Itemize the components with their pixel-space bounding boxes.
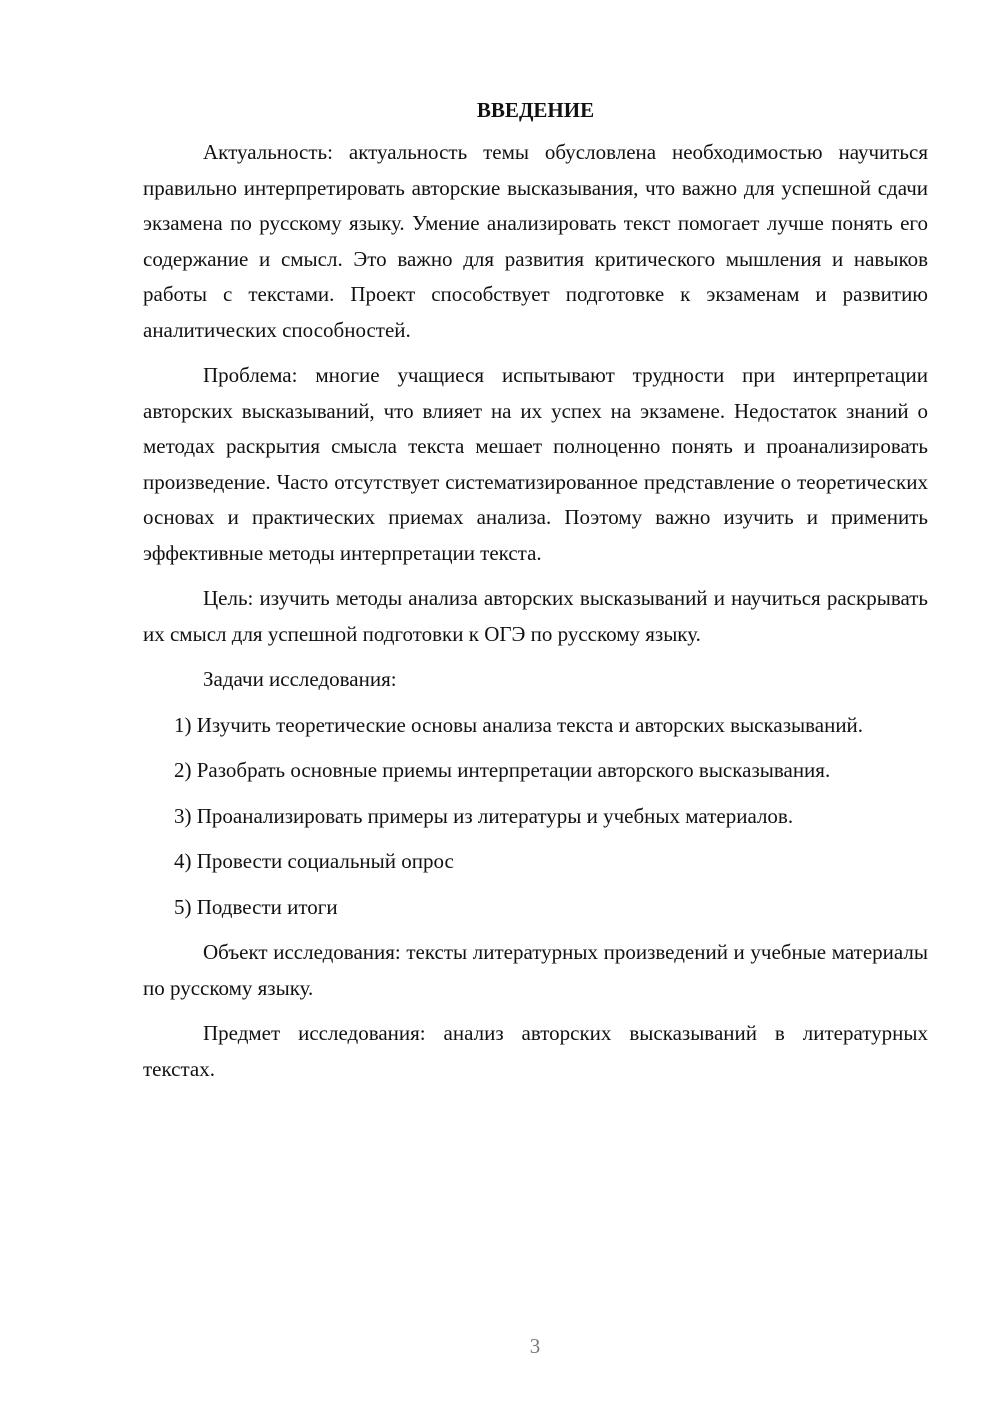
list-item: 5) Подвести итоги [174, 894, 338, 919]
paragraph-object: Объект исследования: тексты литературных произведений и учебные материалы по русскому языку. [143, 940, 928, 1000]
page-title: ВВЕДЕНИЕ [476, 98, 595, 122]
paragraph-subject: Предмет исследования: анализ авторских высказываний в литературных текстах. [143, 1021, 928, 1081]
list-item: 3) Проанализировать примеры из литературы и учебных материалов. [174, 803, 794, 828]
paragraph-goal: Цель: изучить методы анализа авторских высказываний и научиться раскрывать их смысл для успешной подготовки к ОГЭ по русскому языку. [143, 586, 928, 646]
tasks-list [143, 708, 928, 926]
list-item: 2) Разобрать основные приемы интерпретации авторского высказывания. [174, 758, 831, 782]
list-item: 1) Изучить теоретические основы анализа текста и авторских высказываний. [174, 712, 864, 737]
page-number: 3 [529, 1334, 541, 1358]
paragraph-relevance: Актуальность: актуальность темы обусловлена необходимостью научиться правильно интерпретировать авторские высказывания, что важно для успешной сдачи экзамена по русскому языку. Умение анализировать текст помогает лучше понять его содержание и смысл. Это важно для развития критического мышления и навыков работы с текстами. Проект способствует подготовке к экзаменам и развитию аналитических способностей. [143, 140, 928, 342]
tasks-heading: Задачи исследования: [203, 667, 397, 691]
paragraph-problem: Проблема: многие учащиеся испытывают трудности при интерпретации авторских высказываний, что влияет на их успех на экзамене. Недостаток знаний о методах раскрытия смысла текста мешает полноценно понять и проанализировать произведение. Часто отсутствует систематизированное представление о теоретических основах и практических приемах анализа. Поэтому важно изучить и применить эффективные методы интерпретации текста. [143, 363, 928, 565]
list-item: 4) Провести социальный опрос [174, 849, 454, 873]
